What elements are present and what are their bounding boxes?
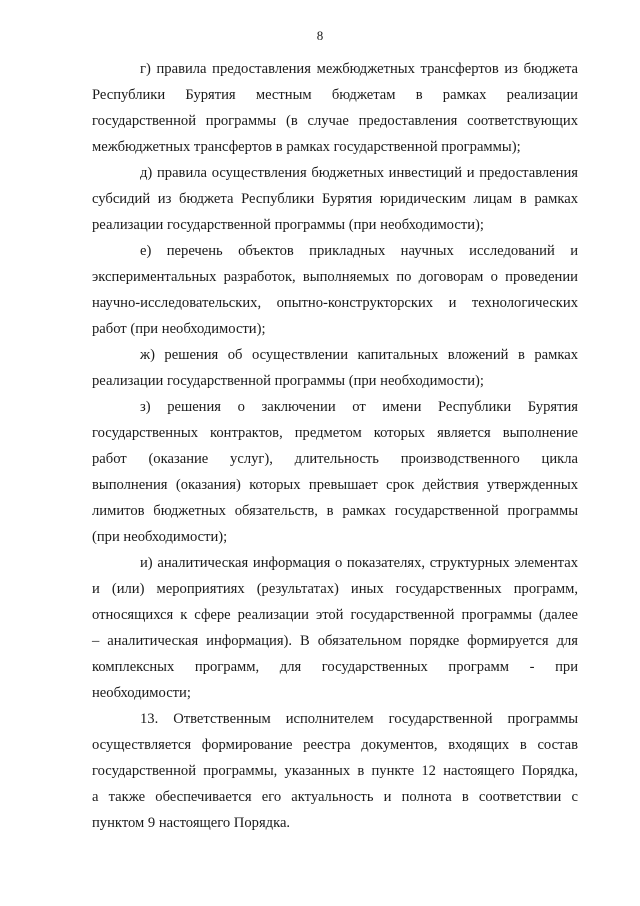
page-number: 8: [316, 28, 324, 43]
paragraph: [92, 706, 578, 836]
paragraph-line: реализации государственной программы (при необходимости);: [92, 373, 484, 389]
paragraph-line: относящихся к сфере реализации этой государственной программы (далее: [92, 607, 578, 623]
paragraph-line: и (или) мероприятиях (результатах) иных государственных программ,: [92, 581, 578, 597]
paragraph-line: реализации государственной программы (при необходимости);: [92, 217, 484, 233]
paragraph-line: работ (при необходимости);: [92, 321, 266, 337]
paragraph: [92, 394, 578, 550]
paragraph-line: выполнения (оказания) которых превышает срок действия утвержденных: [92, 477, 578, 493]
paragraph: [92, 238, 578, 342]
paragraph-line: з) решения о заключении от имени Республики Бурятия: [140, 399, 578, 415]
paragraph-line: (при необходимости);: [92, 529, 228, 545]
paragraph: [92, 160, 578, 238]
paragraph-line: пунктом 9 настоящего Порядка.: [92, 815, 291, 831]
paragraph-line: ж) решения об осуществлении капитальных вложений в рамках: [140, 347, 578, 363]
paragraph: [92, 342, 578, 394]
document-body: [92, 56, 578, 836]
paragraph-line: Республики Бурятия местным бюджетам в рамках реализации: [92, 87, 578, 103]
paragraph-line: субсидий из бюджета Республики Бурятия юридическим лицам в рамках: [92, 191, 578, 207]
paragraph-line: научно-исследовательских, опытно-конструкторских и технологических: [92, 295, 578, 311]
paragraph-line: государственной программы, указанных в пункте 12 настоящего Порядка,: [92, 763, 578, 779]
paragraph-line: – аналитическая информация). В обязательном порядке формируется для: [92, 633, 578, 649]
paragraph-line: необходимости;: [92, 685, 191, 701]
paragraph-line: е) перечень объектов прикладных научных исследований и: [140, 243, 578, 259]
paragraph-line: а также обеспечивается его актуальность и полнота в соответствии с: [92, 789, 578, 805]
paragraph-line: комплексных программ, для государственных программ - при: [92, 659, 578, 675]
paragraph-line: государственных контрактов, предметом которых является выполнение: [92, 425, 578, 441]
paragraph-line: 13. Ответственным исполнителем государственной программы: [140, 711, 578, 727]
paragraph: [92, 56, 578, 160]
paragraph-line: работ (оказание услуг), длительность производственного цикла: [92, 451, 578, 467]
paragraph-line: государственной программы (в случае предоставления соответствующих: [92, 113, 578, 129]
paragraph-line: экспериментальных разработок, выполняемых по договорам о проведении: [92, 269, 578, 285]
paragraph-line: и) аналитическая информация о показателях, структурных элементах: [140, 555, 578, 571]
paragraph-line: осуществляется формирование реестра документов, входящих в состав: [92, 737, 578, 753]
paragraph-line: межбюджетных трансфертов в рамках государственной программы);: [92, 139, 521, 155]
paragraph-line: д) правила осуществления бюджетных инвестиций и предоставления: [140, 165, 578, 181]
paragraph-line: г) правила предоставления межбюджетных трансфертов из бюджета: [140, 61, 578, 77]
paragraph-line: лимитов бюджетных обязательств, в рамках государственной программы: [92, 503, 578, 519]
paragraph: [92, 550, 578, 706]
